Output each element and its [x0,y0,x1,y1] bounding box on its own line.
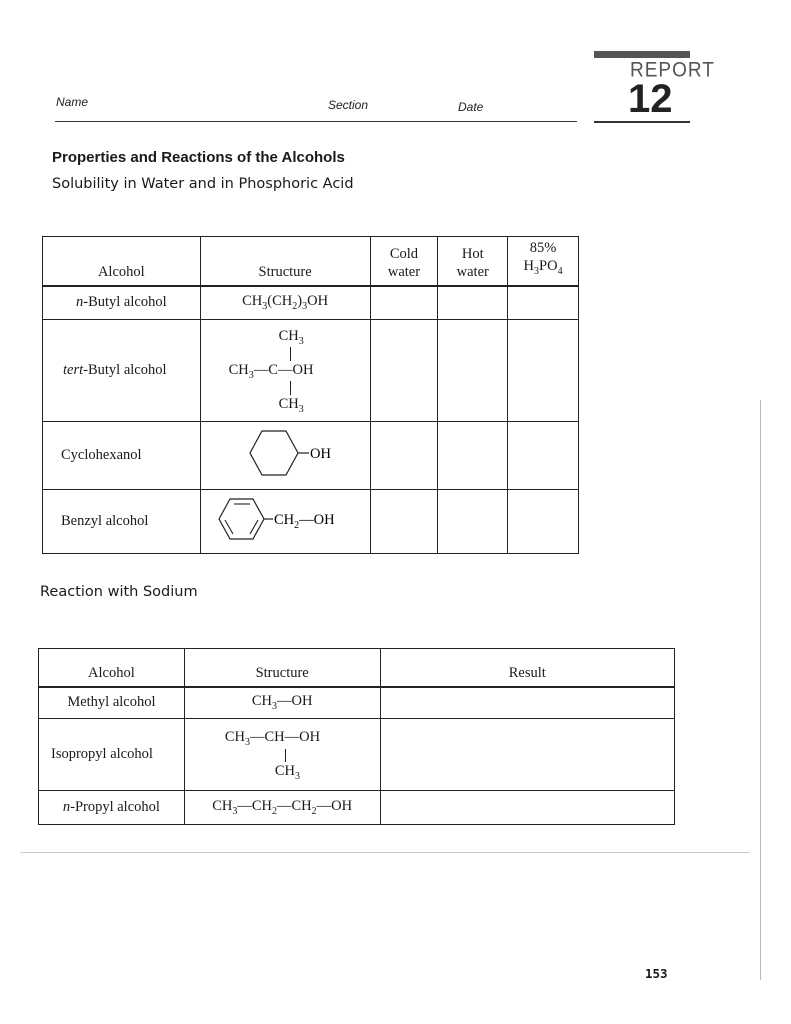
col-hot-water: Hot water [438,237,508,286]
structure-butyl: $CH_3(CH_2)_3OH$ [200,286,370,320]
cyclohexane-ring-icon [215,423,355,483]
answer-cell[interactable] [370,422,438,490]
header-rule [55,121,577,122]
row-name: tert-Butyl alcohol [43,320,201,422]
scan-line [20,852,750,853]
table-row [43,490,579,554]
structure-benzyl [200,490,370,554]
report-bar [594,51,690,58]
structure-isopropyl: $CH_3—CH—OH$ $CH_3$ [184,719,380,791]
col-structure: Structure [184,649,380,687]
answer-cell[interactable] [508,490,579,554]
row-name: n-Butyl alcohol [43,286,201,320]
table-row [43,320,579,422]
table-row [39,719,675,791]
structure-propyl: $CH_3—CH_2—CH_2—OH$ [184,791,380,825]
col-alcohol: Alcohol [43,237,201,286]
result-cell[interactable] [380,687,674,719]
page-subtitle: Solubility in Water and in Phosphoric Acid [52,176,354,192]
section-label: Section [328,98,369,112]
name-label: Name [56,95,89,109]
answer-cell[interactable] [438,490,508,554]
result-cell[interactable] [380,719,674,791]
col-result: Result [380,649,674,687]
table-row [39,687,675,719]
table-row [39,791,675,825]
table-row [43,422,579,490]
answer-cell[interactable] [508,286,579,320]
section-heading: Reaction with Sodium [40,584,198,600]
row-name: n-Propyl alcohol [39,791,185,825]
answer-cell[interactable] [438,286,508,320]
structure-cyclohexanol [200,422,370,490]
col-cold-water: Cold water [370,237,438,286]
scan-edge [760,400,761,980]
solubility-table [42,236,579,554]
col-phosphoric-acid: 85% $H_3PO_4$ [508,237,579,286]
answer-cell[interactable] [508,320,579,422]
benzene-ring-icon [205,491,365,547]
row-name: Methyl alcohol [39,687,185,719]
structure-methyl: $CH_3—OH$ [184,687,380,719]
table-header-row [39,649,675,687]
col-alcohol: Alcohol [39,649,185,687]
col-structure: Structure [200,237,370,286]
report-label: REPORT [630,58,715,82]
table-header-row [43,237,579,286]
page-title: Properties and Reactions of the Alcohols [52,149,345,166]
result-cell[interactable] [380,791,674,825]
sodium-reaction-table [38,648,675,825]
answer-cell[interactable] [438,320,508,422]
answer-cell[interactable] [370,286,438,320]
answer-cell[interactable] [438,422,508,490]
answer-cell[interactable] [370,320,438,422]
answer-cell[interactable] [508,422,579,490]
svg-text:CH2—OH: $CH_2—OH$ [274,512,335,531]
row-name: Benzyl alcohol [43,490,201,554]
structure-tert-butyl: $CH_3$ $CH_3—C—OH$ $CH_3$ [200,320,370,422]
row-name: Cyclohexanol [43,422,201,490]
report-number: 12 [628,77,673,121]
date-label: Date [458,100,484,114]
answer-cell[interactable] [370,490,438,554]
page-number: 153 [645,966,668,981]
report-rule [594,121,690,123]
row-name: Isopropyl alcohol [39,719,185,791]
svg-text:OH: OH [310,446,332,462]
table-row [43,286,579,320]
